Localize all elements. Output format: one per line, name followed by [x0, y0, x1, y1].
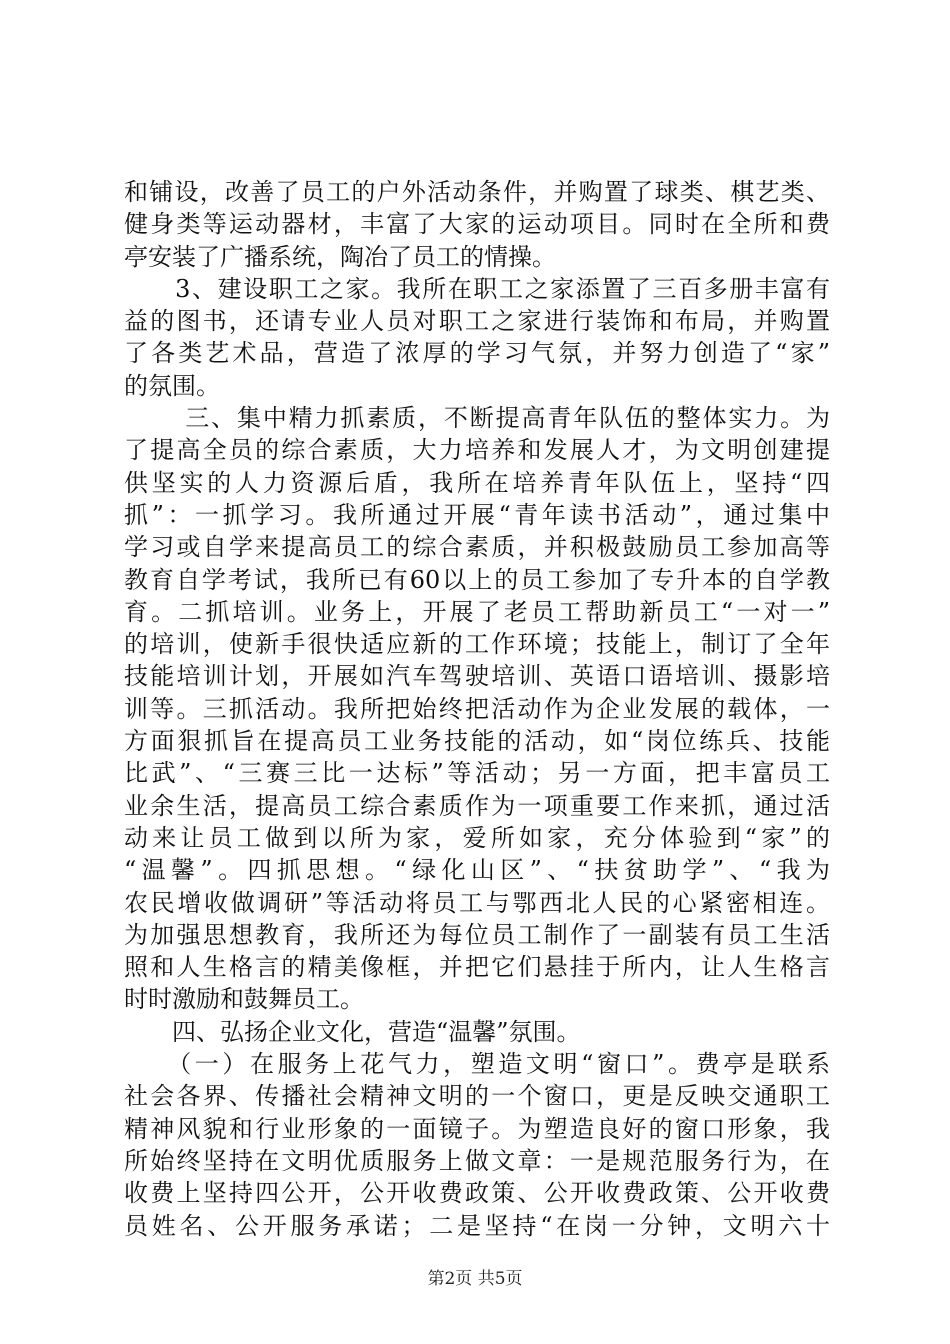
page-footer: 第2页 共5页 [427, 1269, 523, 1289]
text-line: 的氛围。 [124, 371, 220, 400]
text-line: 技能培训计划，开展如汽车驾驶培训、英语口语培训、摄影培 [124, 662, 830, 691]
text-line: 动来让员工做到以所为家，爱所如家，充分体验到“家”的 [124, 823, 830, 852]
text-line: 为加强思想教育，我所还为每位员工制作了一副装有员工生活 [124, 920, 830, 949]
text-line: 农民增收做调研”等活动将员工与鄂西北人民的心紧密相连。 [124, 888, 830, 917]
text-line: 亭安装了广播系统，陶冶了员工的情操。 [124, 242, 556, 271]
text-line: 了各类艺术品，营造了浓厚的学习气氛，并努力创造了“家” [124, 339, 830, 368]
text-line: 抓”：一抓学习。我所通过开展“青年读书活动”，通过集中 [124, 500, 830, 529]
text-line: 学习或自学来提高员工的综合素质，并积极鼓励员工参加高等 [124, 533, 830, 562]
text-line: 照和人生格言的精美像框，并把它们悬挂于所内，让人生格言 [124, 953, 830, 982]
text-line: 的培训，使新手很快适应新的工作环境；技能上，制订了全年 [124, 630, 830, 659]
text-line: 时时激励和鼓舞员工。 [124, 985, 364, 1014]
text-line: 所始终坚持在文明优质服务上做文章：一是规范服务行为，在 [124, 1146, 830, 1175]
text-line: 3、建设职工之家。我所在职工之家添置了三百多册丰富有 [124, 274, 830, 303]
text-line: 了提高全员的综合素质，大力培养和发展人才，为文明创建提 [124, 436, 830, 465]
body-text [124, 176, 830, 1242]
text-line: 收费上坚持四公开，公开收费政策、公开收费政策、公开收费 [124, 1179, 830, 1208]
text-line: 供坚实的人力资源后盾，我所在培养青年队伍上，坚持“四 [124, 468, 830, 497]
text-line: （一）在服务上花气力，塑造文明“窗口”。费亭是联系 [124, 1050, 830, 1079]
text-line: “温馨”。四抓思想。“绿化山区”、“扶贫助学”、“我为 [124, 856, 830, 885]
text-line: 健身类等运动器材，丰富了大家的运动项目。同时在全所和费 [124, 210, 830, 239]
text-line: 员姓名、公开服务承诺；二是坚持“在岗一分钟，文明六十 [124, 1211, 830, 1240]
text-line: 和铺设，改善了员工的户外活动条件，并购置了球类、棋艺类、 [124, 178, 830, 206]
text-line: 四、弘扬企业文化，营造“温馨”氛围。 [124, 1017, 581, 1046]
text-line: 益的图书，还请专业人员对职工之家进行装饰和布局，并购置 [124, 307, 830, 336]
text-line: 业余生活，提高员工综合素质作为一项重要工作来抓，通过活 [124, 791, 830, 820]
text-line: 比武”、“三赛三比一达标”等活动；另一方面，把丰富员工 [124, 759, 830, 788]
text-line: 方面狠抓旨在提高员工业务技能的活动，如“岗位练兵、技能 [124, 727, 830, 756]
text-line: 训等。三抓活动。我所把始终把活动作为企业发展的载体，一 [124, 694, 830, 723]
text-line: 三、集中精力抓素质，不断提高青年队伍的整体实力。为 [124, 404, 830, 433]
text-line: 教育自学考试，我所已有60以上的员工参加了专升本的自学教 [124, 565, 830, 594]
text-line: 育。二抓培训。业务上，开展了老员工帮助新员工“一对一” [124, 597, 830, 626]
text-line: 精神风貌和行业形象的一面镜子。为塑造良好的窗口形象，我 [124, 1114, 830, 1143]
text-line: 社会各界、传播社会精神文明的一个窗口，更是反映交通职工 [124, 1082, 830, 1111]
